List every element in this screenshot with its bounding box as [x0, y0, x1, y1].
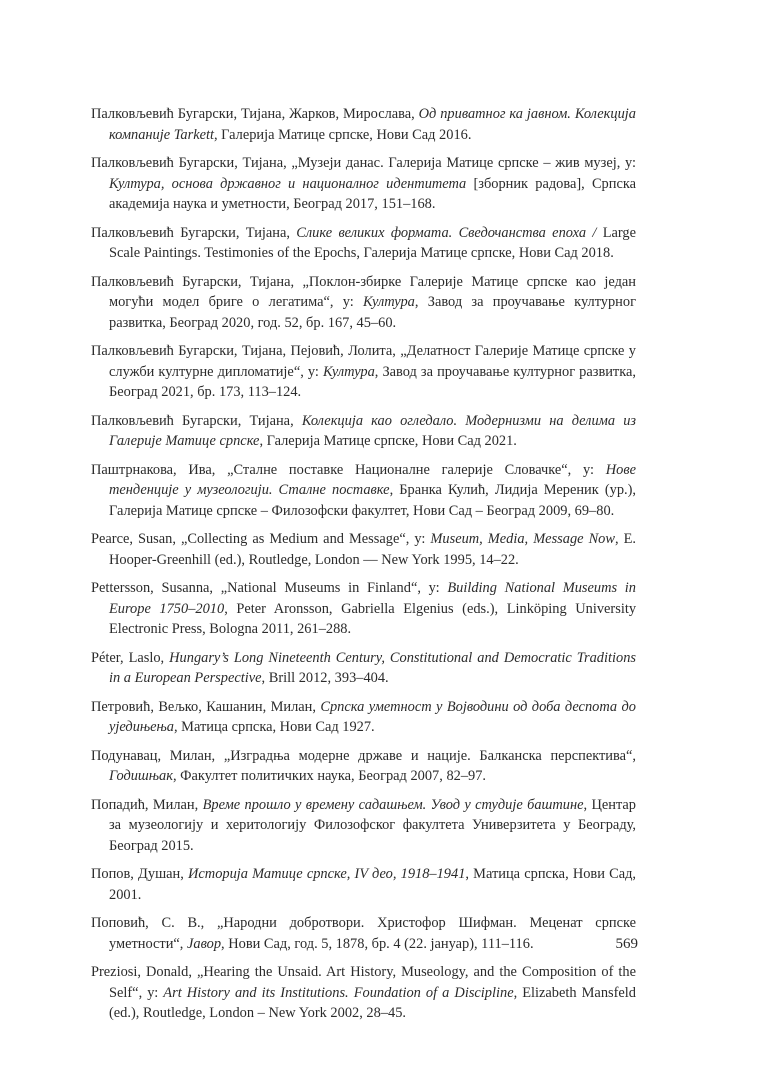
entry-title: Српска уметност у Војводини од доба деспота до уједињења	[109, 698, 636, 735]
entry-title: Building National Museums in Europe 1750–2010	[109, 580, 637, 617]
entry-text: , Elizabeth Mansfeld (ed.), Routledge, London – New York 2002, 28–45.	[109, 984, 636, 1021]
entry-title: Годишњак	[109, 768, 173, 784]
entry-text: Preziosi, Donald, „Hearing the Unsaid. Art History, Museology, and the Composition of the Self“, у:	[91, 964, 636, 1001]
bibliography-entry	[91, 411, 636, 452]
entry-title: Време прошло у времену садашњем. Увод у студије баштине	[202, 796, 584, 813]
bibliography-entry	[91, 962, 636, 1024]
entry-title: Историја Матице српске, IV део, 1918–1941	[188, 866, 466, 882]
bibliography-entry	[91, 648, 636, 689]
bibliography-entry	[91, 272, 636, 334]
entry-text: Pettersson, Susanna, „National Museums in Finland“, у:	[91, 580, 448, 596]
entry-text: , Галерија Матице српске, Нови Сад 2016.	[213, 126, 472, 143]
entry-text: Палковљевић Бугарски, Тијана, Жарков, Мирослава,	[91, 106, 419, 122]
entry-text: , Нови Сад, год. 5, 1878, бр. 4 (22. јануар), 111–116.	[221, 935, 534, 952]
entry-text: Подунавац, Милан, „Изградња модерне државе и нације. Балканска перспектива“,	[91, 747, 636, 764]
entry-text: Петровић, Вељко, Кашанин, Милан,	[91, 698, 321, 715]
entry-text: , Peter Aronsson, Gabriella Elgenius (eds.), Linköping University Electronic Press, Bologna 2011, 261–288.	[109, 600, 637, 637]
entry-text: Палковљевић Бугарски, Тијана,	[91, 412, 302, 429]
bibliography-list	[91, 104, 636, 1032]
bibliography-entry	[91, 697, 636, 738]
bibliography-entry	[91, 223, 636, 264]
entry-title: Култура	[363, 294, 415, 310]
entry-text: , Brill 2012, 393–404.	[261, 670, 389, 686]
bibliography-entry	[91, 460, 636, 522]
bibliography-entry	[91, 153, 636, 215]
entry-title: Слике великих формата. Сведочанства епоха /	[296, 224, 603, 241]
entry-text: , Завод за проучавање културног развитка, Београд 2020, год. 52, бр. 167, 45–60.	[109, 294, 636, 331]
entry-text: , Галерија Матице српске, Нови Сад 2021.	[259, 433, 517, 449]
entry-text: , Матица српска, Нови Сад, 2001.	[109, 866, 637, 903]
entry-text: Поповић, С. В., „Народни добротвори. Христофор Шифман. Меценат српске уметности“,	[91, 915, 636, 952]
entry-title: Колекција као огледало. Модернизми на делима из Галерије Матице српске	[109, 412, 636, 449]
entry-text: [зборник радова], Српска академија наука и уметности, Београд 2017, 151–168.	[109, 175, 636, 212]
bibliography-entry	[91, 578, 636, 640]
entry-title: Нове тенденције у музеологији. Сталне поставке	[109, 461, 636, 498]
entry-text: Палковљевић Бугарски, Тијана, Пејовић, Лолита, „Делатност Галерије Матице српске у служби културне дипломатије“, у:	[91, 343, 636, 380]
entry-text: Палковљевић Бугарски, Тијана,	[91, 224, 297, 241]
entry-title: Култура	[322, 363, 375, 380]
entry-text: , Завод за проучавање културног развитка, Београд 2021, бр. 173, 113–124.	[109, 363, 636, 400]
entry-title: Од приватног ка јавном. Колекција компаније Tarkett	[109, 106, 636, 143]
entry-text: Палковљевић Бугарски, Тијана, „Музеји данас. Галерија Матице српске – жив музеј, у:	[91, 155, 636, 171]
entry-text: Péter, Laslo,	[91, 649, 170, 666]
entry-text: Pearce, Susan, „Collecting as Medium and Message“, у:	[91, 531, 431, 547]
page-number: 569	[615, 936, 638, 952]
bibliography-entry	[91, 529, 636, 570]
entry-text: Попов, Душан,	[91, 866, 189, 882]
bibliography-entry	[91, 746, 636, 787]
entry-title: Hungary’s Long Nineteenth Century, Constitutional and Democratic Traditions in a European Perspective	[109, 649, 636, 686]
entry-text: Паштрнакова, Ива, „Сталне поставке Националне галерије Словачке“, у:	[91, 461, 606, 478]
entry-text: , Факултет политичких наука, Београд 2007, 82–97.	[172, 768, 487, 784]
entry-text: , Матица српска, Нови Сад 1927.	[173, 719, 375, 735]
entry-text: Попадић, Милан,	[91, 796, 203, 813]
bibliography-entry	[91, 104, 636, 145]
bibliography-entry	[91, 864, 636, 905]
entry-title: Museum, Media, Message Now	[430, 531, 615, 547]
entry-title: Култура, основа државног и националног идентитета	[109, 175, 467, 192]
entry-text: , Центар за музеологију и херитологију Филозофског факултета Универзитета у Београду, Београд 2015.	[109, 796, 637, 854]
entry-title: Art History and its Institutions. Foundation of a Discipline	[163, 984, 514, 1001]
bibliography-entry	[91, 795, 636, 857]
entry-text: Палковљевић Бугарски, Тијана, „Поклон-збирке Галерије Матице српске као један могући модел бриге о легатима“, у:	[91, 273, 636, 310]
entry-text: , Бранка Кулић, Лидија Мереник (ур.), Галерија Матице српске – Филозофски факултет, Нови Сад – Београд 2009, 69–80.	[109, 482, 636, 519]
entry-text: Large Scale Paintings. Testimonies of the Epochs, Галерија Матице српске, Нови Сад 2018.	[109, 224, 636, 261]
bibliography-entry	[91, 913, 636, 954]
bibliography-entry	[91, 341, 636, 403]
entry-title: Јавор	[187, 935, 222, 952]
entry-text: , E. Hooper-Greenhill (ed.), Routledge, London — New York 1995, 14–22.	[109, 531, 636, 568]
